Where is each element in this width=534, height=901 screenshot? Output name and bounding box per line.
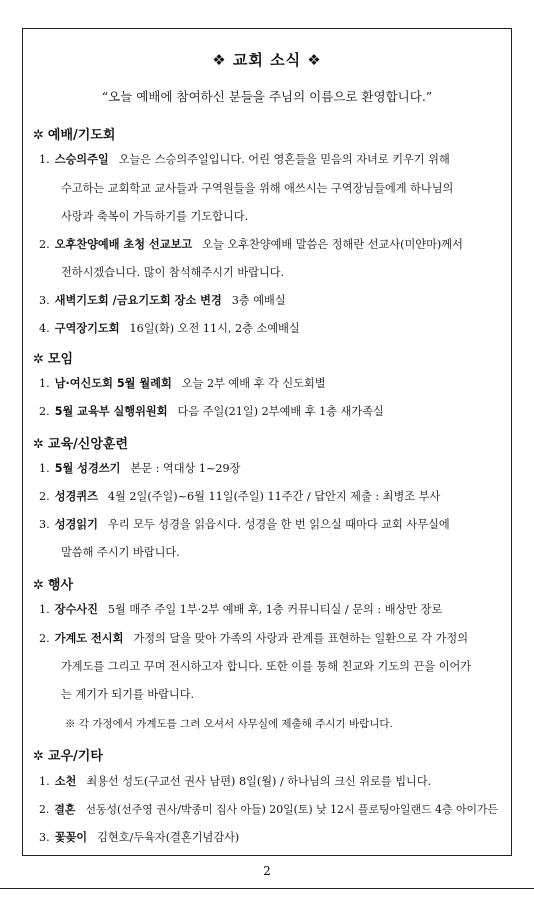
item-continuation: 말씀해 주시기 바랍니다. — [61, 546, 180, 559]
item-label: 스승의주일 — [54, 153, 109, 166]
list-item: 2. 결혼 선동성(선주영 권사/박종미 집사 아들) 20일(토) 낮 12시 플로팅아일랜드 4층 아이가든 — [39, 803, 499, 816]
section-heading: ✲ 교우/기타 — [33, 749, 103, 764]
page-number: 2 — [263, 864, 271, 878]
bottom-divider — [0, 888, 534, 889]
list-item: 2. 가계도 전시회 가정의 달을 맞아 가족의 사랑과 관계를 표현하는 일환으로 각 가정의 — [39, 632, 469, 645]
section-heading: ✲ 행사 — [33, 578, 74, 593]
asterisk-icon: ✲ — [33, 128, 44, 143]
section-heading: ✲ 예배/기도회 — [33, 128, 116, 143]
item-label: 소천 — [54, 775, 77, 788]
list-item: 2. 5월 교육부 실행위원회 다음 주일(21일) 2부예배 후 1층 새가족실 — [39, 405, 384, 418]
item-label: 구역장기도회 — [54, 322, 120, 335]
item-label: 꽃꽂이 — [54, 831, 88, 844]
list-item: 4. 구역장기도회 16일(화) 오전 11시, 2층 소예배실 — [39, 322, 300, 335]
list-item: 1. 남·여신도회 5월 월례회 오늘 2부 예배 후 각 신도회별 — [39, 377, 326, 390]
asterisk-icon: ✲ — [33, 578, 44, 593]
section-heading: ✲ 교육/신앙훈련 — [33, 437, 129, 452]
item-continuation: 는 계기가 되기를 바랍니다. — [61, 688, 195, 701]
item-label: 가계도 전시회 — [54, 632, 124, 645]
list-item: 1. 소천 최용선 성도(구교선 권사 남편) 8일(월) / 하나님의 크신 위로를 빕니다. — [39, 775, 432, 788]
section-heading: ✲ 모임 — [33, 352, 74, 367]
list-item: 1. 5월 성경쓰기 본문 : 역대상 1~29장 — [39, 462, 241, 475]
item-label: 새벽기도회 /금요기도회 장소 변경 — [54, 294, 222, 307]
item-label: 남·여신도회 5월 월례회 — [54, 377, 172, 390]
list-item: 1. 장수사진 5월 매주 주일 1부·2부 예배 후, 1층 커뮤니티실 / 문의 : 배상만 장로 — [39, 603, 443, 616]
asterisk-icon: ✲ — [33, 749, 44, 764]
item-label: 결혼 — [54, 803, 76, 816]
bulletin-frame — [22, 28, 512, 856]
item-label: 성경퀴즈 — [54, 490, 98, 503]
item-continuation: 사랑과 축복이 가득하기를 기도합니다. — [61, 210, 249, 223]
list-item: 2. 성경퀴즈 4월 2일(주일)~6월 11일(주일) 11주간 / 답안지 제출 : 최병조 부사 — [39, 490, 441, 503]
asterisk-icon: ✲ — [33, 437, 44, 452]
item-continuation: 수고하는 교회학교 교사들과 구역원들을 위해 애쓰시는 구역장님들에게 하나님의 — [61, 182, 454, 195]
list-item: 3. 꽃꽂이 김현호/두육자(결혼기념감사) — [39, 831, 240, 844]
asterisk-icon: ✲ — [33, 352, 44, 367]
page-title: ❖ 교회 소식 ❖ — [212, 51, 322, 69]
list-item: 3. 성경읽기 우리 모두 성경을 읽읍시다. 성경을 한 번 읽으실 때마다 교회 사무실에 — [39, 518, 450, 531]
item-label: 5월 교육부 실행위원회 — [54, 405, 168, 418]
item-continuation: 가계도를 그리고 꾸며 전시하고자 합니다. 또한 이를 통해 친교와 기도의 끈을 이어가 — [61, 660, 472, 673]
list-item: 1. 스승의주일 오늘은 스승의주일입니다. 어린 영혼들을 믿음의 자녀로 키우기 위해 — [39, 153, 450, 166]
item-continuation: 전하시겠습니다. 많이 참석해주시기 바랍니다. — [61, 266, 285, 279]
item-label: 오후찬양예배 초청 선교보고 — [54, 238, 193, 251]
item-label: 성경읽기 — [54, 518, 98, 531]
footnote: ※ 각 가정에서 가계도를 그려 오셔서 사무실에 제출해 주시기 바랍니다. — [65, 718, 393, 730]
welcome-greeting: “오늘 예배에 참여하신 분들을 주님의 이름으로 환영합니다.” — [101, 89, 433, 104]
item-label: 5월 성경쓰기 — [54, 462, 121, 475]
list-item: 2. 오후찬양예배 초청 선교보고 오늘 오후찬양예배 말씀은 정해란 선교사(미얀마)께서 — [39, 238, 463, 251]
list-item: 3. 새벽기도회 /금요기도회 장소 변경 3층 예배실 — [39, 294, 286, 307]
item-label: 장수사진 — [54, 603, 98, 616]
